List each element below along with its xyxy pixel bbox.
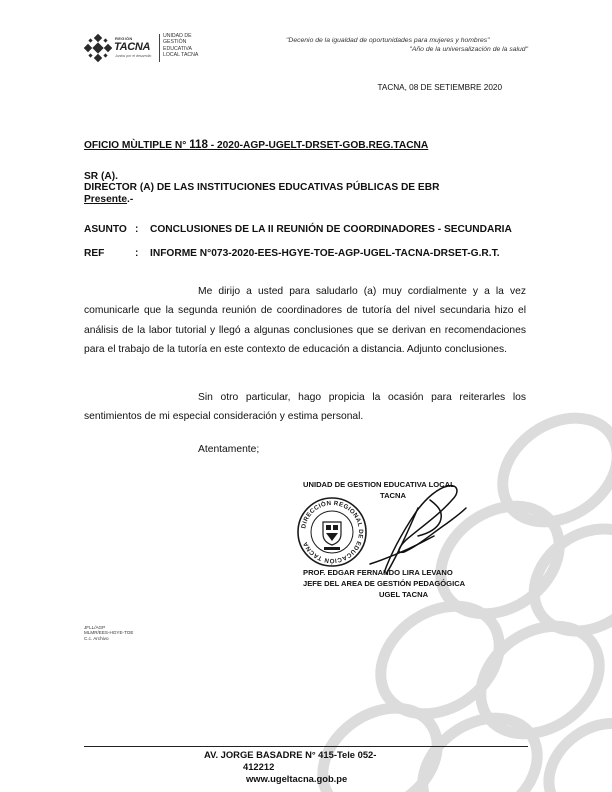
year-motto: "Año de la universalización de la salud" (409, 46, 528, 53)
addressee: DIRECTOR (A) DE LAS INSTITUCIONES EDUCATIVAS PÚBLICAS DE EBR (84, 182, 440, 193)
paragraph-2-text: Sin otro particular, hago propicia la ocasión para reiterarles los sentimientos de mi especial consideración y estima personal. (84, 392, 526, 423)
logo-unit-line: UNIDAD DE (163, 33, 192, 39)
oficio-reference (84, 138, 428, 151)
logo-region-label: REGIÓN (115, 36, 133, 41)
logo-divider (159, 34, 160, 62)
oficio-suffix: - 2020-AGP-UGELT-DRSET-GOB.REG.TACNA (207, 140, 429, 151)
presente-word: Presente (84, 194, 128, 205)
footer-address-line-1: AV. JORGE BASADRE N° 415-Tele 052- (204, 749, 377, 760)
reference-code-line: C.c. Archivo (84, 635, 109, 641)
ref-value: INFORME N°073-2020-EES-HGYE-TOE-AGP-UGEL-TACNA-DRSET-G.R.T. (150, 248, 500, 259)
logo-unit-line: LOCAL TACNA (163, 52, 199, 59)
presente-line (84, 194, 133, 205)
tacna-logo-mark-icon (84, 34, 112, 62)
footer-divider (84, 746, 528, 747)
ref-label: REF (84, 248, 105, 259)
presente-suffix: .- (127, 194, 134, 205)
footer-website: www.ugeltacna.gob.pe (246, 773, 348, 784)
asunto-colon: : (135, 224, 139, 235)
region-tacna-logo (84, 32, 209, 66)
signature-city: TACNA (380, 491, 407, 500)
logo-unit-name (163, 33, 198, 59)
signatory-title: JEFE DEL AREA DE GESTIÓN PEDAGÓGICA (303, 579, 466, 588)
handwritten-signature (300, 478, 470, 578)
logo-unit-line: EDUCATIVA (163, 45, 192, 52)
oficio-number: 118 (189, 138, 208, 151)
logo-tagline: Juntos por el desarrollo (115, 54, 152, 58)
footer-address-line-2: 412212 (243, 761, 275, 772)
paragraph-1-text: Me dirijo a usted para saludarlo (a) muy cordialmente y a la vez comunicarle que la segunda reunión de coordinadores de tutoría del nivel secundaria hizo el análisis de la labor tutorial y llegó a algunas conclusiones que se derivan en recomendaciones para el trabajo de la tutoría en este contexto de educación a distancia. Adjunto conclusiones. (84, 286, 526, 355)
ref-colon: : (135, 248, 139, 259)
body-paragraph-2 (84, 388, 526, 427)
body-paragraph-1 (84, 282, 526, 359)
closing: Atentamente; (198, 444, 260, 455)
oficio-prefix: OFICIO MÙLTIPLE N° (84, 140, 190, 151)
signature-unit: UNIDAD DE GESTION EDUCATIVA LOCAL (303, 480, 455, 489)
logo-name: TACNA (114, 41, 151, 53)
reference-code-line: JFLL/AGP (84, 625, 106, 630)
signatory-name: PROF. EDGAR FERNANDO LIRA LEVANO (303, 568, 453, 577)
reference-code-line: MLMR/EES-HGYE-TOE (84, 630, 134, 636)
signatory-ugel: UGEL TACNA (379, 590, 429, 599)
letter-date: TACNA, 08 DE SETIEMBRE 2020 (377, 83, 502, 92)
svg-text:DIRECCIÓN REGIONAL DE EDUCACIÓ: DIRECCIÓN REGIONAL DE EDUCACIÓN TACNA (300, 499, 365, 565)
asunto-value: CONCLUSIONES DE LA II REUNIÓN DE COORDINADORES - SECUNDARIA (150, 224, 512, 235)
decenio-motto: "Decenio de la igualdad de oportunidades para mujeres y hombres" (286, 37, 490, 44)
logo-unit-line: GESTIÓN (163, 39, 187, 46)
salutation: SR (A). (84, 171, 118, 182)
asunto-label: ASUNTO (84, 224, 127, 235)
reference-codes (84, 625, 133, 641)
